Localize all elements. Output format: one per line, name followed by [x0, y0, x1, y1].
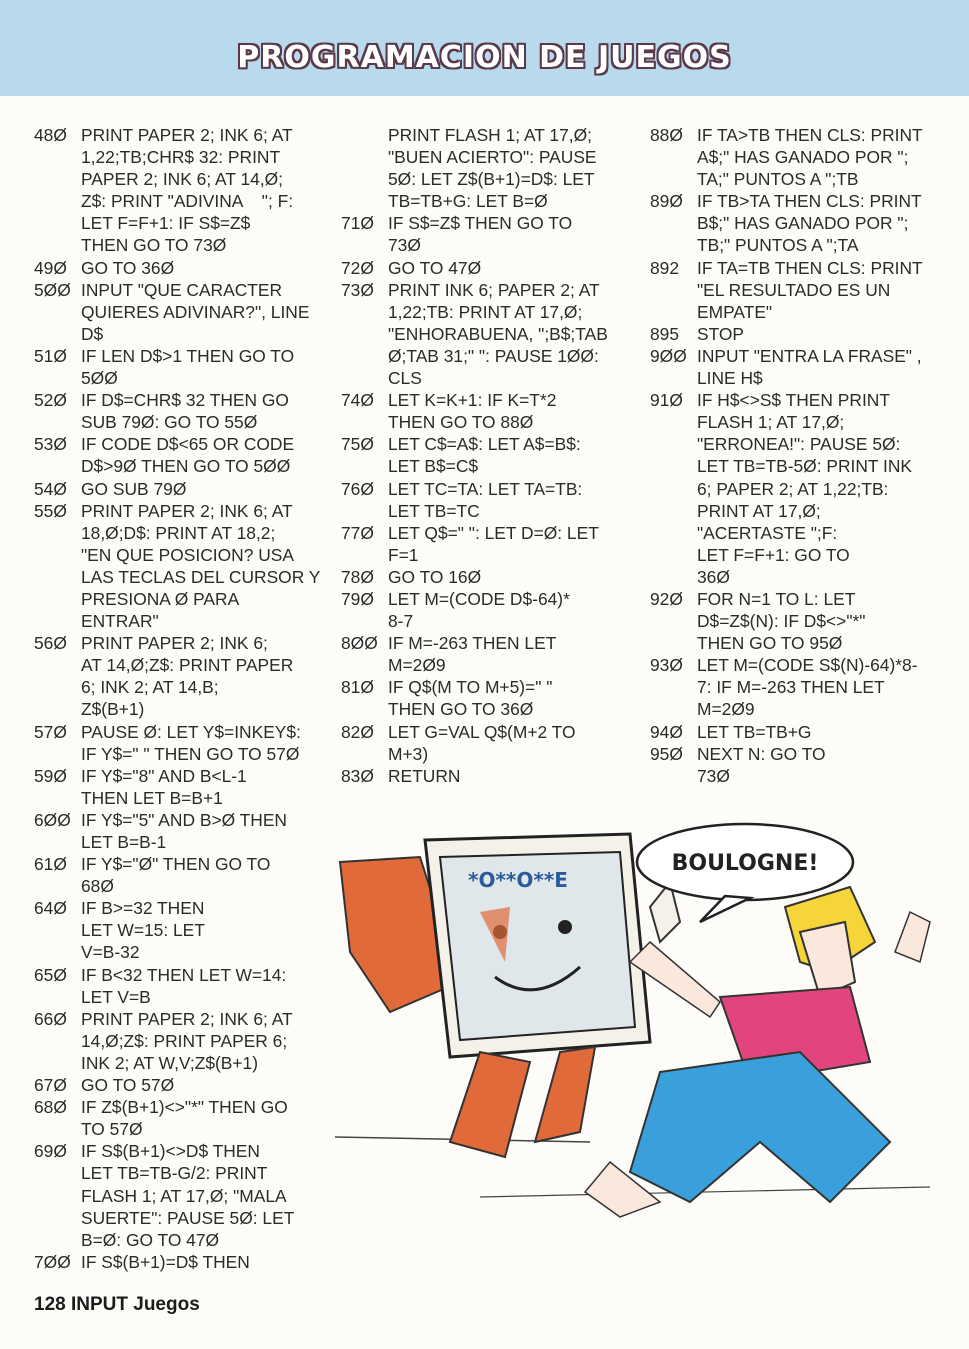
code-statement: LET Q$=" ": LET D=Ø: LET F=1 — [388, 522, 599, 565]
code-statement: IF CODE D$<65 OR CODE D$>9Ø THEN GO TO 5ØØ — [81, 434, 295, 477]
code-statement: PRINT FLASH 1; AT 17,Ø; "BUEN ACIERTO": PAUSE 5Ø: LET Z$(B+1)=D$: LET TB=TB+G: LET B=Ø — [388, 125, 597, 212]
code-statement: PRINT PAPER 2; INK 6; AT 18,Ø;D$: PRINT AT 18,2; "EN QUE POSICION? USA LAS TECLAS DEL CURSOR Y PRESIONA Ø PARA ENTRAR" — [81, 500, 321, 632]
code-statement: IF TB>TA THEN CLS: PRINT B$;" HAS GANADO POR "; TB;" PUNTOS A ";TA — [697, 191, 922, 256]
listing-column-3 — [650, 124, 950, 787]
code-statement: STOP — [697, 323, 745, 344]
line-number: 88Ø — [650, 125, 683, 145]
line-number: 57Ø — [34, 721, 67, 742]
code-statement: LET M=(CODE D$-64)* 8-7 — [388, 588, 570, 632]
code-line — [34, 345, 334, 389]
line-number: 73Ø — [341, 279, 374, 300]
code-line — [34, 809, 334, 853]
page-footer: 128 INPUT Juegos — [34, 1294, 200, 1315]
speech-text: BOULOGNE! — [671, 851, 819, 876]
code-statement: IF Y$="5" AND B>Ø THEN LET B=B-1 — [81, 809, 287, 852]
line-number: 83Ø — [341, 765, 374, 786]
code-statement: IF S$=Z$ THEN GO TO 73Ø — [388, 213, 573, 256]
code-statement: NEXT N: GO TO 73Ø — [697, 743, 826, 786]
code-line — [34, 500, 334, 633]
code-statement: IF TA>TB THEN CLS: PRINT A$;" HAS GANADO POR "; TA;" PUNTOS A ";TB — [697, 125, 923, 190]
code-line — [650, 190, 950, 256]
code-line — [34, 478, 334, 500]
code-line — [650, 323, 950, 345]
code-statement: IF LEN D$>1 THEN GO TO 5ØØ — [81, 345, 295, 389]
line-number: 91Ø — [650, 390, 683, 411]
line-number: 67Ø — [34, 1075, 67, 1096]
code-statement: PRINT INK 6; PAPER 2; AT 1,22;TB: PRINT AT 17,Ø; "ENHORABUENA, ";B$;TAB Ø;TAB 31;" ": PAUSE 1ØØ: CLS — [388, 279, 608, 389]
code-statement: IF B<32 THEN LET W=14: LET V=B — [81, 964, 287, 1007]
line-number: 82Ø — [341, 721, 374, 742]
code-statement: IF Q$(M TO M+5)=" " THEN GO TO 36Ø — [388, 677, 553, 720]
code-statement: IF S$(B+1)<>D$ THEN LET TB=TB-G/2: PRINT FLASH 1; AT 17,Ø; "MALA SUERTE": PAUSE 5Ø: LET B=Ø: GO TO 47Ø — [81, 1141, 295, 1250]
line-number: 65Ø — [34, 964, 67, 985]
line-number: 77Ø — [341, 522, 374, 543]
code-line — [341, 389, 641, 433]
line-number: 94Ø — [650, 721, 683, 742]
code-statement: LET G=VAL Q$(M+2 TO M+3) — [388, 721, 576, 764]
code-line — [650, 257, 950, 323]
code-statement: IF Z$(B+1)<>"*" THEN GO TO 57Ø — [81, 1097, 288, 1140]
line-number: 78Ø — [341, 566, 374, 587]
code-line — [650, 654, 950, 720]
line-number: 89Ø — [650, 191, 683, 212]
listing-column-1 — [34, 124, 334, 1273]
code-line — [34, 721, 334, 765]
code-line — [341, 676, 641, 720]
line-number: 8ØØ — [341, 633, 378, 654]
code-statement: GO SUB 79Ø — [81, 478, 187, 499]
line-number: 7ØØ — [34, 1251, 71, 1272]
code-line — [650, 588, 950, 654]
code-line — [34, 964, 334, 1008]
code-line — [34, 765, 334, 809]
line-number: 53Ø — [34, 434, 67, 455]
page-title: PROGRAMACION DE JUEGOS — [237, 40, 732, 75]
code-line — [34, 1251, 334, 1273]
code-line — [34, 124, 334, 257]
line-number: 92Ø — [650, 588, 683, 609]
line-number: 892 — [650, 257, 680, 278]
line-number: 69Ø — [34, 1141, 67, 1162]
code-statement: LET C$=A$: LET A$=B$: LET B$=C$ — [388, 434, 581, 477]
code-statement: GO TO 36Ø — [81, 257, 175, 278]
line-number: 51Ø — [34, 345, 67, 366]
code-line — [341, 478, 641, 522]
code-line — [650, 345, 950, 389]
line-number: 72Ø — [341, 257, 374, 278]
code-line — [650, 721, 950, 743]
code-line — [341, 765, 641, 787]
line-number: 5ØØ — [34, 279, 71, 300]
line-number: 52Ø — [34, 390, 67, 411]
line-number: 74Ø — [341, 390, 374, 411]
listing-column-2 — [341, 124, 641, 787]
code-statement: LET M=(CODE S$(N)-64)*8- 7: IF M=-263 THEN LET M=2Ø9 — [697, 655, 918, 720]
code-line — [341, 433, 641, 477]
code-line — [650, 743, 950, 787]
code-statement: GO TO 47Ø — [388, 257, 482, 278]
code-statement: IF H$<>S$ THEN PRINT FLASH 1; AT 17,Ø; "ERRONEA!": PAUSE 5Ø: LET TB=TB-5Ø: PRINT INK 6; PAPER 2; AT 1,22;TB: PRINT AT 17,Ø; "ACERTASTE ";F: LET F=F+1: GO TO 36Ø — [697, 390, 913, 587]
code-line — [34, 897, 334, 963]
line-number: 6ØØ — [34, 809, 71, 830]
code-line — [650, 124, 950, 190]
code-line — [34, 433, 334, 477]
monitor-character — [340, 834, 680, 1157]
code-line — [341, 721, 641, 765]
code-statement: IF Y$="Ø" THEN GO TO 68Ø — [81, 854, 271, 897]
code-statement: INPUT "QUE CARACTER QUIERES ADIVINAR?", LINE D$ — [81, 279, 310, 344]
code-line — [34, 389, 334, 433]
code-statement: GO TO 16Ø — [388, 566, 482, 587]
code-statement: LET K=K+1: IF K=T*2 THEN GO TO 88Ø — [388, 390, 557, 433]
line-number: 61Ø — [34, 854, 67, 875]
line-number: 66Ø — [34, 1008, 67, 1029]
code-statement: PRINT PAPER 2; INK 6; AT 14,Ø;Z$: PRINT PAPER 6; INK 2; AT 14,B; Z$(B+1) — [81, 633, 294, 720]
line-number: 9ØØ — [650, 345, 687, 366]
code-line — [34, 1008, 334, 1074]
code-line — [34, 257, 334, 279]
code-line — [34, 1074, 334, 1096]
line-number: 79Ø — [341, 588, 374, 609]
code-line — [34, 632, 334, 720]
line-number: 95Ø — [650, 743, 683, 764]
code-line — [34, 853, 334, 897]
cartoon-illustration — [330, 812, 950, 1282]
code-line — [341, 632, 641, 676]
code-line — [34, 1096, 334, 1140]
code-statement: GO TO 57Ø — [81, 1075, 175, 1096]
code-line — [341, 588, 641, 632]
code-line — [341, 124, 641, 212]
line-number: 75Ø — [341, 434, 374, 455]
code-line — [341, 566, 641, 588]
code-statement: LET TB=TB+G — [697, 721, 812, 742]
line-number: 55Ø — [34, 500, 67, 521]
code-line — [341, 212, 641, 256]
line-number: 81Ø — [341, 677, 374, 698]
code-statement: RETURN — [388, 765, 461, 786]
code-statement: PAUSE Ø: LET Y$=INKEY$: IF Y$=" " THEN GO TO 57Ø — [81, 721, 301, 764]
code-statement: IF Y$="8" AND B<L-1 THEN LET B=B+1 — [81, 765, 247, 808]
line-number: 48Ø — [34, 125, 67, 145]
code-statement: IF TA=TB THEN CLS: PRINT "EL RESULTADO ES UN EMPATE" — [697, 257, 923, 322]
line-number: 56Ø — [34, 633, 67, 654]
code-statement: INPUT "ENTRA LA FRASE" , LINE H$ — [697, 345, 922, 389]
code-line — [341, 522, 641, 566]
line-number: 76Ø — [341, 478, 374, 499]
code-line — [341, 279, 641, 389]
code-statement: FOR N=1 TO L: LET D$=Z$(N): IF D$<>"*" THEN GO TO 95Ø — [697, 588, 866, 654]
line-number: 49Ø — [34, 257, 67, 278]
code-statement: IF M=-263 THEN LET M=2Ø9 — [388, 633, 557, 676]
line-number: 54Ø — [34, 478, 67, 499]
code-statement: PRINT PAPER 2; INK 6; AT 14,Ø;Z$: PRINT PAPER 6; INK 2; AT W,V;Z$(B+1) — [81, 1008, 293, 1073]
line-number: 59Ø — [34, 765, 67, 786]
code-line — [650, 389, 950, 588]
line-number: 64Ø — [34, 898, 67, 919]
line-number: 895 — [650, 323, 680, 344]
screen-text: *O**O**E — [468, 868, 568, 892]
code-line — [34, 279, 334, 345]
line-number: 71Ø — [341, 213, 374, 234]
line-number: 93Ø — [650, 655, 683, 676]
code-line — [34, 1140, 334, 1250]
code-line — [341, 257, 641, 279]
code-statement: IF S$(B+1)=D$ THEN — [81, 1251, 250, 1272]
code-statement: IF D$=CHR$ 32 THEN GO SUB 79Ø: GO TO 55Ø — [81, 390, 289, 433]
code-statement: IF B>=32 THEN LET W=15: LET V=B-32 — [81, 898, 205, 963]
line-number: 68Ø — [34, 1097, 67, 1118]
code-statement: PRINT PAPER 2; INK 6; AT 1,22;TB;CHR$ 32: PRINT PAPER 2; INK 6; AT 14,Ø; Z$: PRINT "ADIVINA "; F: LET F=F+1: IF S$=Z$ THEN GO TO 73Ø — [81, 125, 294, 256]
code-statement: LET TC=TA: LET TA=TB: LET TB=TC — [388, 478, 583, 521]
